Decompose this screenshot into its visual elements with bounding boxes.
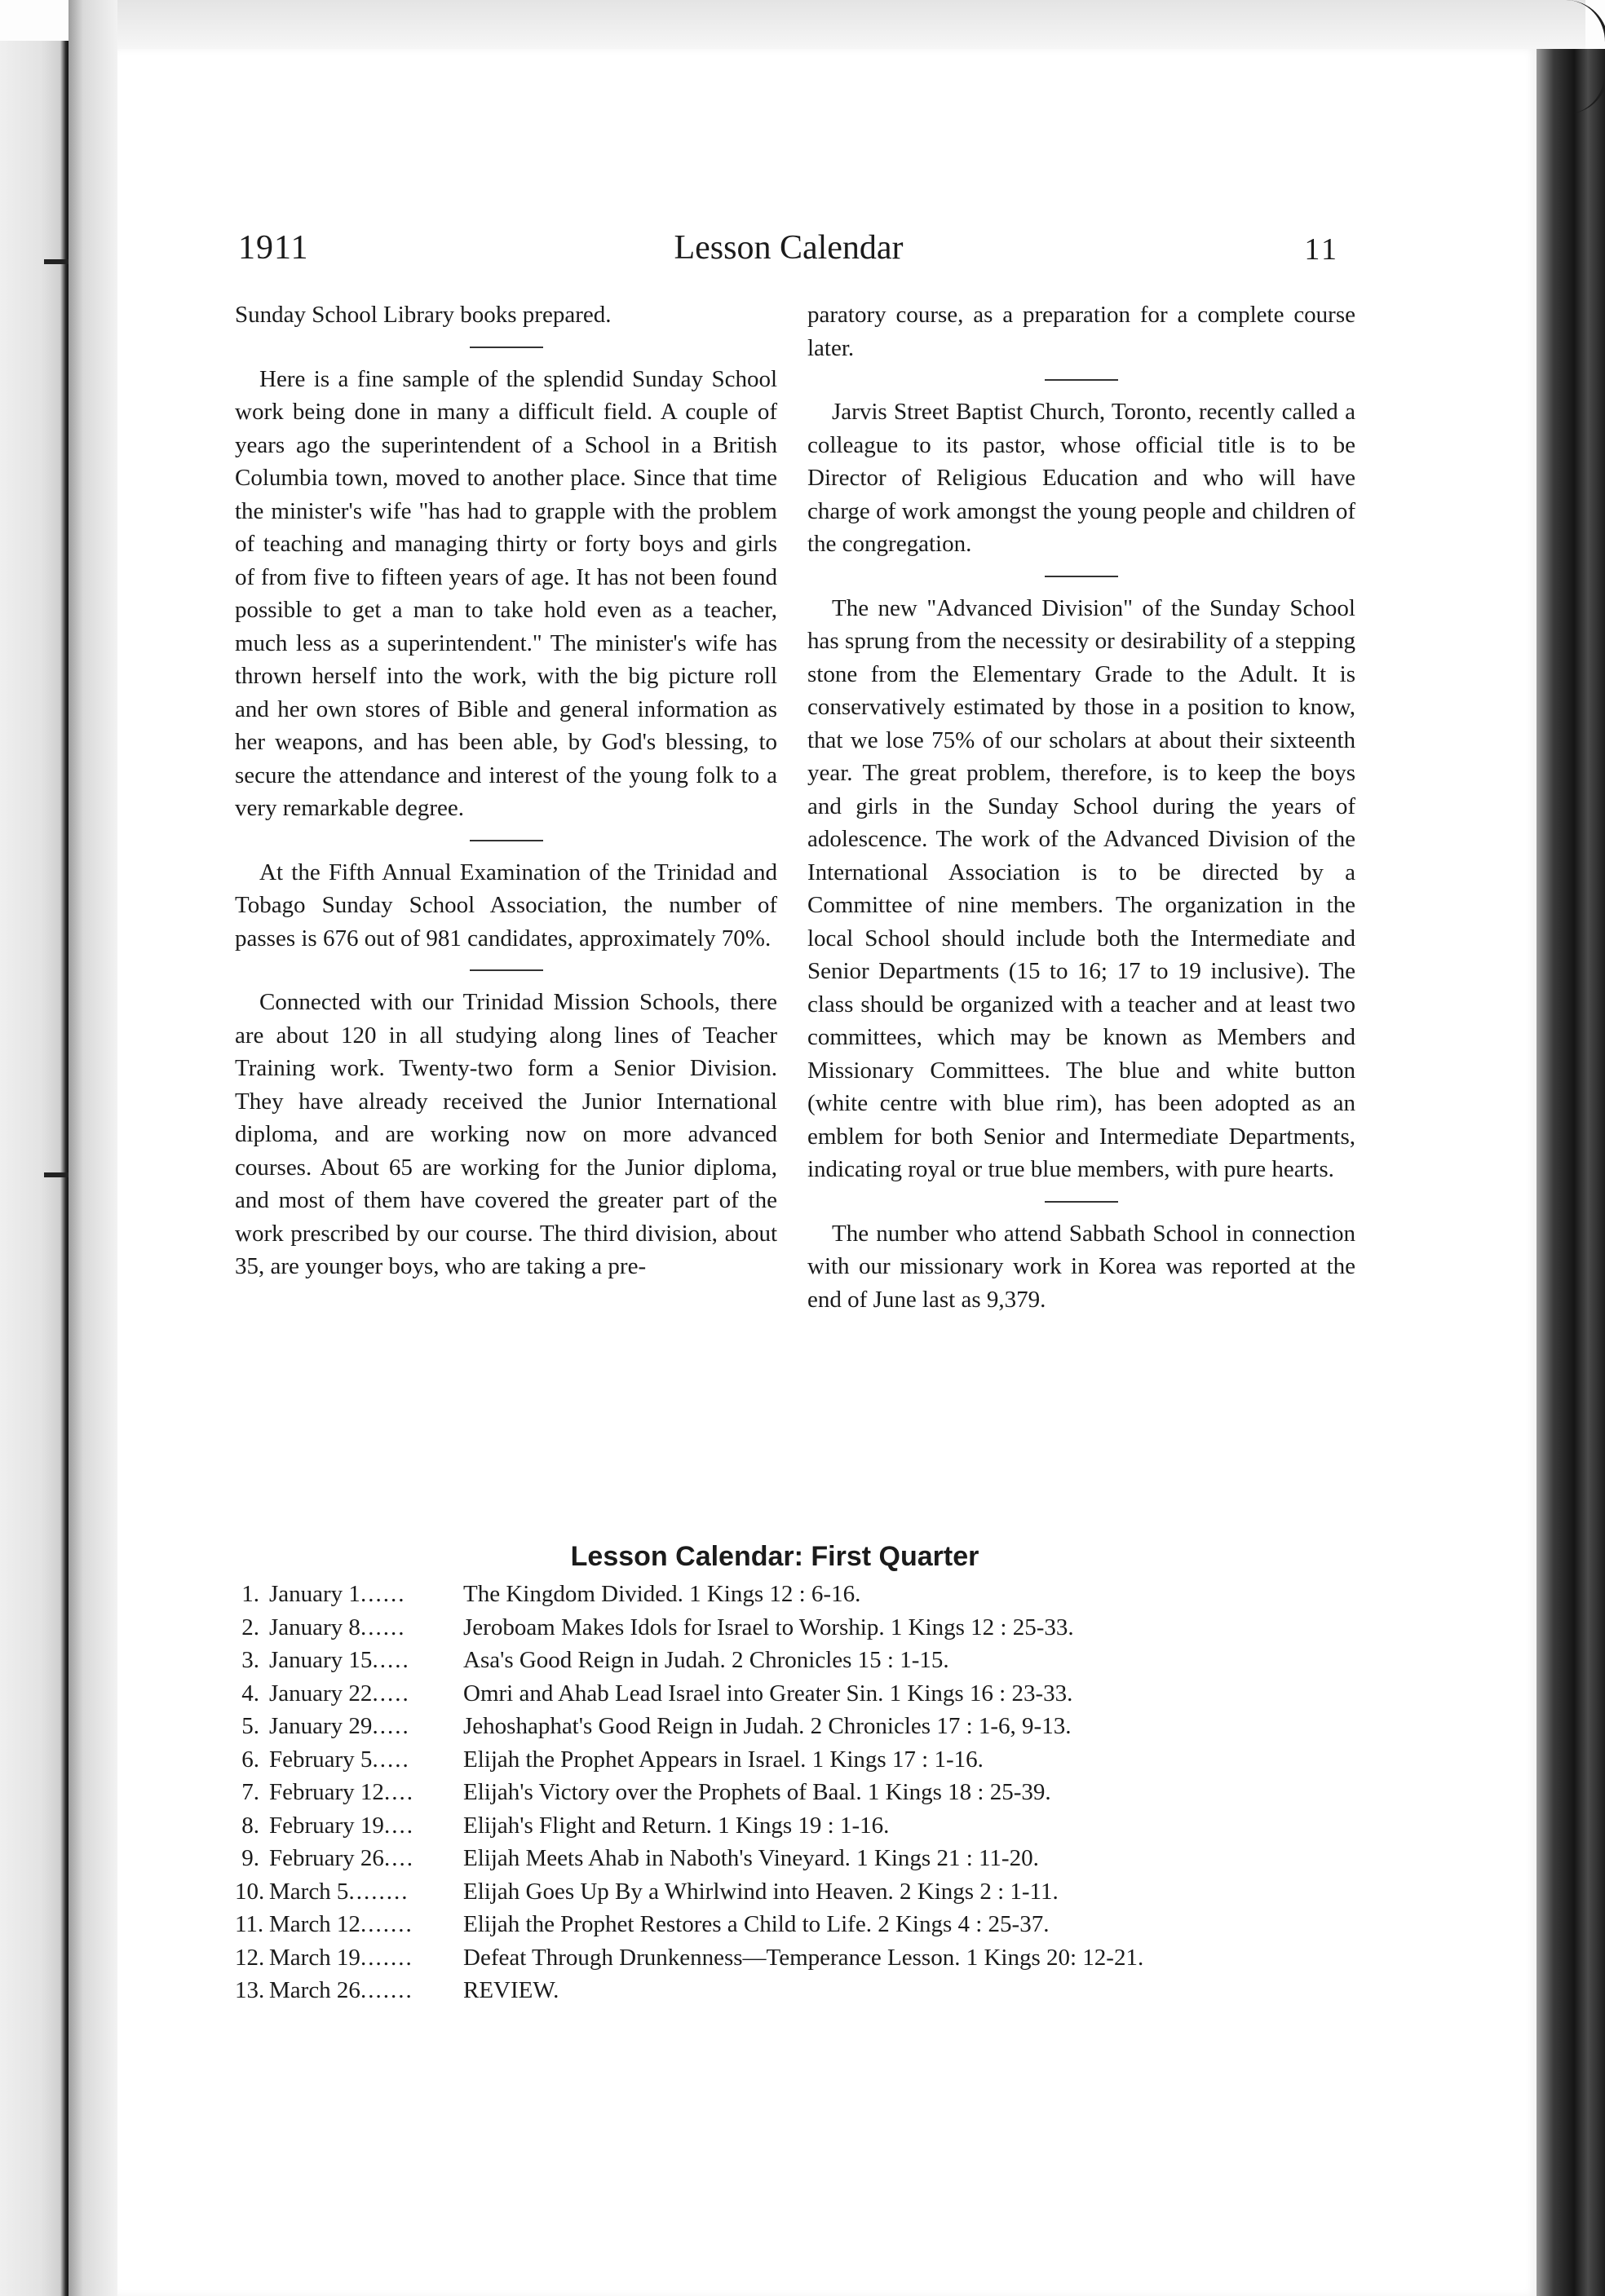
lesson-date-text: January 15: [269, 1647, 373, 1673]
running-header: [238, 228, 1339, 277]
leader-dots: .....: [372, 1680, 410, 1707]
lesson-date: [269, 1578, 463, 1611]
lesson-number: 1.: [241, 1581, 259, 1607]
page-number: 11: [1304, 232, 1339, 267]
lesson-date: [269, 1611, 463, 1645]
previous-page-edge: [0, 41, 69, 2296]
calendar-row: [235, 1974, 1377, 2007]
left-column: [235, 298, 777, 1283]
header-year: 1911: [238, 229, 309, 267]
section-divider: [470, 969, 543, 971]
book-gutter: [69, 0, 117, 2296]
lesson-title: The Kingdom Divided. 1 Kings 12 : 6-16.: [463, 1581, 861, 1607]
lesson-date-text: January 29: [269, 1713, 373, 1739]
calendar-row: [235, 1644, 1377, 1677]
calendar-row: [235, 1875, 1377, 1909]
paragraph: The number who attend Sabbath School in connection with our missionary work in Korea was reported at the end of June last as 9,379.: [807, 1220, 1355, 1313]
lesson-number: 10.: [235, 1878, 265, 1905]
section-divider: [470, 840, 543, 841]
lesson-date: [269, 1743, 463, 1777]
paragraph: Jarvis Street Baptist Church, Toronto, recently called a colleague to its pastor, whose official title is to be Director of Religious Education and who will have charge of work amongst the young people and children of the congregation.: [807, 399, 1355, 557]
page-curl: [1566, 0, 1605, 114]
book-fore-edge: [1536, 49, 1605, 2296]
calendar-row: [235, 1908, 1377, 1941]
lesson-date: [269, 1875, 463, 1909]
lesson-date: [269, 1974, 463, 2007]
lesson-date: [269, 1941, 463, 1975]
lesson-date: [269, 1908, 463, 1941]
lesson-number: 9.: [241, 1845, 259, 1871]
lesson-title: Omri and Ahab Lead Israel into Greater Sin. 1 Kings 16 : 23-33.: [463, 1680, 1073, 1707]
leader-dots: ....: [383, 1812, 414, 1839]
calendar-row: [235, 1677, 1377, 1711]
lesson-date-text: February 5: [269, 1746, 373, 1773]
lesson-date-text: March 19: [269, 1944, 360, 1971]
leader-dots: .......: [360, 1911, 413, 1937]
lesson-number: 11.: [235, 1911, 264, 1937]
calendar-row: [235, 1710, 1377, 1743]
calendar-title: Lesson Calendar: First Quarter: [570, 1541, 979, 1572]
leader-dots: ....: [383, 1779, 414, 1805]
lesson-title: Elijah Goes Up By a Whirlwind into Heaven. 2 Kings 2 : 1-11.: [463, 1878, 1059, 1905]
lesson-date: [269, 1842, 463, 1875]
section-divider: [1045, 379, 1118, 381]
leader-dots: .......: [360, 1977, 413, 2003]
leader-dots: .....: [372, 1713, 410, 1739]
lesson-number: 4.: [241, 1680, 259, 1707]
lesson-title: Asa's Good Reign in Judah. 2 Chronicles 15 : 1-15.: [463, 1647, 949, 1673]
lesson-date-text: February 26: [269, 1845, 384, 1871]
calendar-row: [235, 1776, 1377, 1809]
lesson-title: Elijah's Victory over the Prophets of Baal. 1 Kings 18 : 25-39.: [463, 1779, 1051, 1805]
page-top-shadow: [69, 0, 1585, 49]
lesson-title: Jeroboam Makes Idols for Israel to Worship. 1 Kings 12 : 25-33.: [463, 1614, 1074, 1640]
lesson-number: 5.: [241, 1713, 259, 1739]
paragraph: Connected with our Trinidad Mission Schools, there are about 120 in all studying along lines of Teacher Training work. Twenty-two form a Senior Division. They have already received the Junior International diploma, and are working now on more advanced courses. About 65 are working for the Junior diploma, and most of them have covered the greater part of the work prescribed by our course. The third division, about 35, are younger boys, who are taking a pre-: [235, 989, 777, 1279]
lesson-number: 8.: [241, 1812, 259, 1839]
lesson-date: [269, 1644, 463, 1677]
leader-dots: .......: [360, 1944, 413, 1971]
margin-mark: [44, 259, 72, 264]
calendar-row: [235, 1842, 1377, 1875]
lesson-number: 3.: [241, 1647, 259, 1673]
calendar-row: [235, 1611, 1377, 1645]
calendar-list: [235, 1578, 1377, 2007]
calendar-row: [235, 1578, 1377, 1611]
section-divider: [1045, 1201, 1118, 1203]
calendar-row: [235, 1941, 1377, 1975]
lesson-number: 6.: [241, 1746, 259, 1773]
calendar-row: [235, 1809, 1377, 1843]
leader-dots: .....: [372, 1746, 410, 1773]
lesson-title: Jehoshaphat's Good Reign in Judah. 2 Chronicles 17 : 1-6, 9-13.: [463, 1713, 1072, 1739]
lesson-number: 2.: [241, 1614, 259, 1640]
leader-dots: ........: [348, 1878, 409, 1905]
lesson-date-text: February 12: [269, 1779, 384, 1805]
paragraph: At the Fifth Annual Examination of the Trinidad and Tobago Sunday School Association, the number of passes is 676 out of 981 candidates, approximately 70%.: [235, 859, 777, 952]
lesson-title: Elijah the Prophet Restores a Child to Life. 2 Kings 4 : 25-37.: [463, 1911, 1050, 1937]
lesson-date: [269, 1677, 463, 1711]
leader-dots: ......: [360, 1614, 406, 1640]
lesson-calendar: [235, 1541, 1377, 2007]
lesson-number: 13.: [235, 1977, 265, 2003]
leader-dots: ......: [360, 1581, 406, 1607]
lesson-title: Defeat Through Drunkenness—Temperance Lesson. 1 Kings 20: 12-21.: [463, 1944, 1144, 1971]
section-divider: [470, 347, 543, 348]
lesson-date-text: January 22: [269, 1680, 373, 1707]
lesson-date: [269, 1776, 463, 1809]
calendar-row: [235, 1743, 1377, 1777]
lesson-date-text: January 1: [269, 1581, 360, 1607]
lesson-number: 12.: [235, 1944, 265, 1971]
lesson-number: 7.: [241, 1779, 259, 1805]
lesson-date: [269, 1809, 463, 1843]
paragraph: paratory course, as a preparation for a complete course later.: [807, 302, 1355, 361]
leader-dots: .....: [372, 1647, 410, 1673]
lesson-title: Elijah Meets Ahab in Naboth's Vineyard. 1 Kings 21 : 11-20.: [463, 1845, 1039, 1871]
lesson-date-text: January 8: [269, 1614, 360, 1640]
lesson-date-text: February 19: [269, 1812, 384, 1839]
lesson-title: REVIEW.: [463, 1977, 559, 2003]
paragraph: Here is a fine sample of the splendid Sunday School work being done in many a difficult field. A couple of years ago the superintendent of a School in a British Columbia town, moved to another place. Since that time the minister's wife "has had to grapple with the problem of teaching and managing thirty or forty boys and girls of from five to fifteen years of age. It has not been found possible to get a man to take hold even as a teacher, much less as a superintendent." The minister's wife has thrown herself into the work, with the big picture roll and her own stores of Bible and general information as her weapons, and has been able, by God's blessing, to secure the attendance and interest of the young folk to a very remarkable degree.: [235, 365, 777, 821]
right-column: [807, 298, 1355, 1316]
leader-dots: ....: [383, 1845, 414, 1871]
lesson-date-text: March 12: [269, 1911, 360, 1937]
paragraph: Sunday School Library books prepared.: [235, 302, 612, 328]
paragraph: The new "Advanced Division" of the Sunday School has sprung from the necessity or desirability of a stepping stone from the Elementary Grade to the Adult. It is conservatively estimated by those in a position to know, that we lose 75% of our scholars at about their sixteenth year. The great problem, therefore, is to keep the boys and girls in the Sunday School during the years of adolescence. The work of the Advanced Division of the International Association is to be directed by a Committee of nine members. The organization in the local School should include both the Intermediate and Senior Departments (15 to 16; 17 to 19 inclusive). The class should be organized with a teacher and at least two committees, which may be known as Members and Missionary Committees. The blue and white button (white centre with blue rim), has been adopted as an emblem for both Senior and Intermediate Departments, indicating royal or true blue members, with pure hearts.: [807, 594, 1355, 1182]
lesson-title: Elijah's Flight and Return. 1 Kings 19 : 1-16.: [463, 1812, 890, 1839]
lesson-date-text: March 5: [269, 1878, 349, 1905]
header-title: Lesson Calendar: [674, 229, 904, 267]
lesson-title: Elijah the Prophet Appears in Israel. 1 Kings 17 : 1-16.: [463, 1746, 984, 1773]
lesson-date-text: March 26: [269, 1977, 360, 2003]
lesson-date: [269, 1710, 463, 1743]
section-divider: [1045, 576, 1118, 577]
margin-mark: [44, 1172, 72, 1177]
